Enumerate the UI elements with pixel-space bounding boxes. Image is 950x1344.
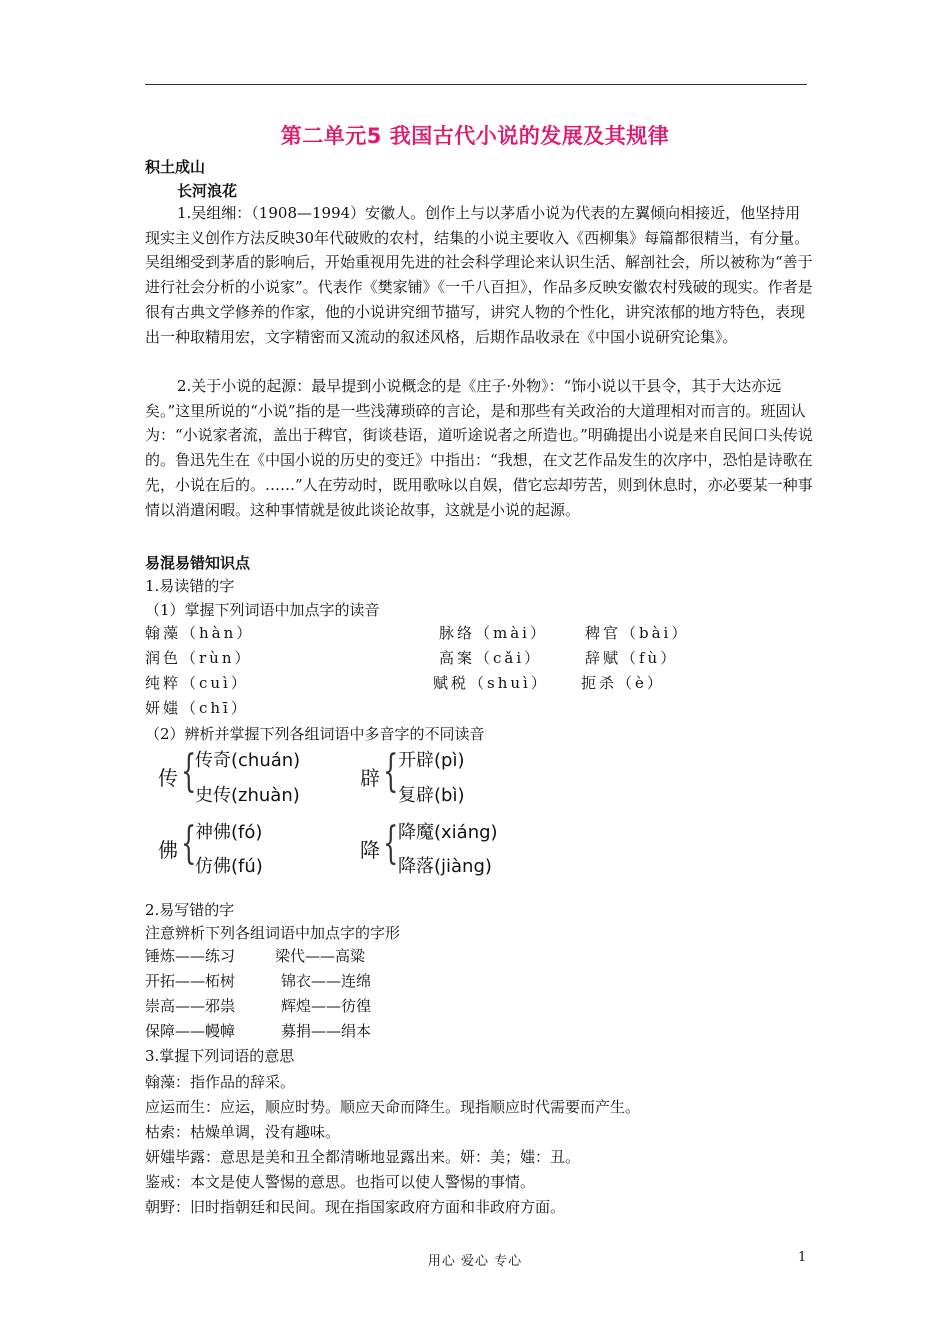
writing-pair: 锦衣——连绵 xyxy=(281,972,372,990)
polyphone-char: 辟 xyxy=(360,766,380,790)
item-heading-writing: 2.易写错的字 xyxy=(145,901,235,919)
reading-word: 润色（rùn） xyxy=(145,649,253,667)
writing-pair: 保障——幔幛 xyxy=(145,1022,236,1040)
polyphone-char: 降 xyxy=(360,838,380,862)
writing-row xyxy=(145,970,545,992)
page-footer: 用心 爱心 专心 xyxy=(427,1254,523,1269)
reading-word: 辞赋（fù） xyxy=(585,649,679,667)
polyphone-reading: 仿佛(fú) xyxy=(195,856,263,877)
meaning-entry: 朝野：旧时指朝廷和民间。现在指国家政府方面和非政府方面。 xyxy=(145,1198,566,1216)
polyphone-char: 传 xyxy=(158,766,178,790)
polyphone-reading: 神佛(fó) xyxy=(195,822,263,843)
reading-row xyxy=(145,672,825,694)
writing-pair: 崇高——邪祟 xyxy=(145,997,236,1015)
writing-pair: 梁代——高粱 xyxy=(275,947,366,965)
writing-pair: 募捐——绢本 xyxy=(281,1022,372,1040)
meaning-entry: 鉴戒：本文是使人警惕的意思。也指可以使人警惕的事情。 xyxy=(145,1173,536,1191)
reading-row xyxy=(145,622,825,644)
item-heading-reading: 1.易读错的字 xyxy=(145,577,235,595)
polyphone-reading: 开辟(pì) xyxy=(398,750,465,771)
polyphone-reading: 复辟(bì) xyxy=(398,785,465,806)
brace-icon: { xyxy=(181,746,197,797)
reading-row xyxy=(145,697,249,719)
polyphone-reading: 传奇(chuán) xyxy=(195,750,301,771)
item-subheading-polyphone: （2）辨析并掌握下列各组词语中多音字的不同读音 xyxy=(145,725,485,743)
reading-word: 翰藻（hàn） xyxy=(145,624,255,642)
reading-word: 赋税（shuì） xyxy=(433,674,549,692)
polyphone-reading: 降魔(xiáng) xyxy=(398,822,498,843)
writing-pair: 辉煌——彷徨 xyxy=(281,997,372,1015)
meaning-entry: 应运而生：应运，顺应时势。顺应天命而降生。现指顺应时代需要而产生。 xyxy=(145,1098,641,1116)
writing-pair: 锤炼——练习 xyxy=(145,947,236,965)
reading-row xyxy=(145,647,825,669)
subsection-heading-changhe: 长河浪花 xyxy=(177,182,238,200)
page-number: 1 xyxy=(798,1250,807,1265)
meaning-entry: 枯索：枯燥单调，没有趣味。 xyxy=(145,1123,341,1141)
polyphone-reading: 史传(zhuàn) xyxy=(195,785,300,806)
header-rule xyxy=(145,84,807,85)
reading-word: 妍媸（chī） xyxy=(145,699,249,717)
writing-row xyxy=(145,1020,545,1042)
brace-icon: { xyxy=(383,818,399,869)
brace-icon: { xyxy=(383,746,399,797)
item-subheading-reading: （1）掌握下列词语中加点字的读音 xyxy=(145,601,380,619)
writing-pair: 开拓——柘树 xyxy=(145,972,236,990)
reading-word: 扼杀（è） xyxy=(581,674,665,692)
brace-icon: { xyxy=(181,818,197,869)
meaning-entry: 翰藻：指作品的辞采。 xyxy=(145,1073,296,1091)
section-heading-jitu: 积土成山 xyxy=(145,158,206,176)
polyphone-char: 佛 xyxy=(158,838,178,862)
paragraph-novel-origin: 2.关于小说的起源：最早提到小说概念的是《庄子·外物》：“饰小说以干县令，其于大达亦远矣。”这里所说的“小说”指的是一些浅薄琐碎的言论，是和那些有关政治的大道理相对而言的。班固认为：“小说家者流，盖出于稗官，街谈巷语，道听途说者之所造也。”明确提出小说是来自民间口头传说的。鲁迅先生在《中国小说的历史的变迁》中指出：“我想，在文艺作品发生的次序中，恐怕是诗歌在先，小说在后的。……”人在劳动时，既用歌咏以自娱，借它忘却劳苦，则到休息时，亦必要某一种事情以消遣闲暇。这种事情就是彼此谈论故事，这就是小说的起源。 xyxy=(145,377,813,519)
reading-word: 纯粹（cuì） xyxy=(145,674,249,692)
item-subheading-writing: 注意辨析下列各组词语中加点字的字形 xyxy=(145,924,401,942)
paragraph-wu-zuxiang: 1.吴组缃：（1908—1994）安徽人。创作上与以茅盾小说为代表的左翼倾向相接近，他坚持用现实主义创作方法反映30年代破败的农村，结集的小说主要收入《西柳集》每篇都很精当，有分量。吴组缃受到茅盾的影响后，开始重视用先进的社会科学理论来认识生活、解剖社会，所以被称为“善于进行社会分析的小说家”。代表作《樊家铺》《一千八百担》，作品多反映安徽农村残破的现实。作者是很有古典文学修养的作家，他的小说讲究细节描写，讲究人物的个性化，讲究浓郁的地方特色，表现出一种取精用宏，文字精密而又流动的叙述风格，后期作品收录在《中国小说研究论集》。 xyxy=(145,204,813,346)
reading-word: 脉络（mài） xyxy=(439,624,548,642)
reading-word: 高案（cǎi） xyxy=(439,649,543,667)
item-heading-meaning: 3.掌握下列词语的意思 xyxy=(145,1047,295,1065)
writing-row xyxy=(145,945,545,967)
polyphone-reading: 降落(jiàng) xyxy=(398,856,492,877)
writing-row xyxy=(145,995,545,1017)
reading-word: 稗官（bài） xyxy=(585,624,690,642)
section-heading-confusing: 易混易错知识点 xyxy=(145,554,251,572)
meaning-entry: 妍媸毕露：意思是美和丑全都清晰地显露出来。妍：美；媸：丑。 xyxy=(145,1148,581,1166)
page-title: 第二单元5 我国古代小说的发展及其规律 xyxy=(280,124,670,148)
